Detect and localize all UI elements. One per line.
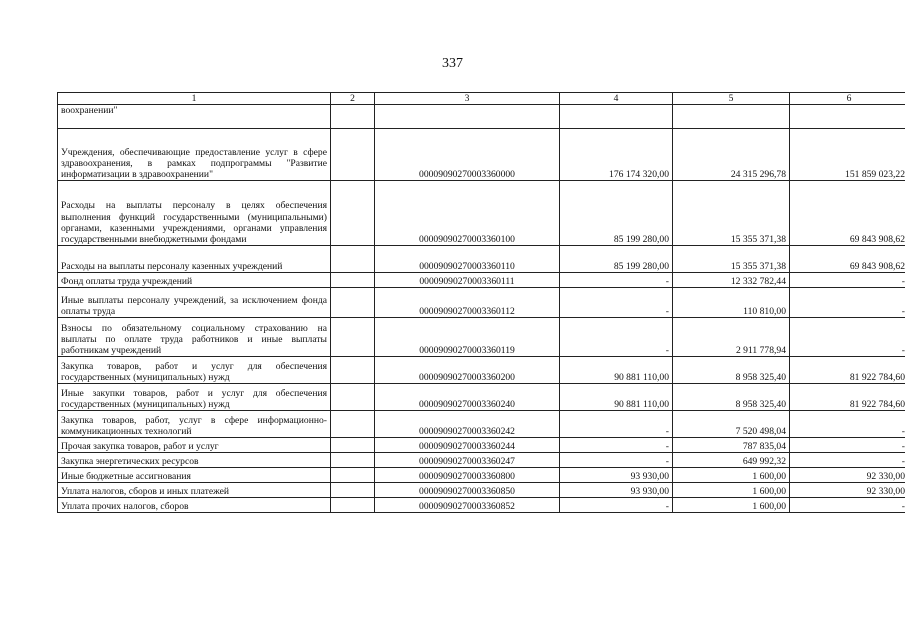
row-col2 bbox=[331, 483, 375, 498]
row-value-col4: 85 199 280,00 bbox=[560, 181, 673, 246]
row-value-col5: 110 810,00 bbox=[673, 288, 790, 318]
row-value-col6: - bbox=[790, 438, 905, 453]
row-value-col4: 90 881 110,00 bbox=[560, 357, 673, 384]
table-row bbox=[58, 468, 905, 483]
row-name: Уплата прочих налогов, сборов bbox=[58, 498, 331, 513]
row-value-col6 bbox=[790, 105, 905, 129]
table-row bbox=[58, 288, 905, 318]
table-row bbox=[58, 483, 905, 498]
row-name: Фонд оплаты труда учреждений bbox=[58, 273, 331, 288]
row-value-col5: 1 600,00 bbox=[673, 468, 790, 483]
row-value-col4: 93 930,00 bbox=[560, 468, 673, 483]
row-value-col6: - bbox=[790, 318, 905, 357]
row-code: 00009090270003360112 bbox=[375, 288, 560, 318]
row-code: 00009090270003360800 bbox=[375, 468, 560, 483]
table-row bbox=[58, 498, 905, 513]
row-value-col6: - bbox=[790, 498, 905, 513]
row-value-col5: 12 332 782,44 bbox=[673, 273, 790, 288]
row-code: 00009090270003360119 bbox=[375, 318, 560, 357]
row-col2 bbox=[331, 357, 375, 384]
row-col2 bbox=[331, 246, 375, 273]
row-value-col5: 649 992,32 bbox=[673, 453, 790, 468]
row-code: 00009090270003360240 bbox=[375, 384, 560, 411]
row-value-col5: 787 835,04 bbox=[673, 438, 790, 453]
row-name: Уплата налогов, сборов и иных платежей bbox=[58, 483, 331, 498]
row-name: воохранении" bbox=[58, 105, 331, 129]
column-number-row bbox=[58, 93, 905, 105]
row-name: Закупка товаров, работ и услуг для обеспечения государственных (муниципальных) нужд bbox=[58, 357, 331, 384]
row-name: Закупка товаров, работ, услуг в сфере информационно-коммуникационных технологий bbox=[58, 411, 331, 438]
row-name: Закупка энергетических ресурсов bbox=[58, 453, 331, 468]
row-value-col4: 93 930,00 bbox=[560, 483, 673, 498]
row-code: 00009090270003360852 bbox=[375, 498, 560, 513]
row-value-col5: 15 355 371,38 bbox=[673, 246, 790, 273]
row-code: 00009090270003360100 bbox=[375, 181, 560, 246]
row-code bbox=[375, 105, 560, 129]
table-row bbox=[58, 246, 905, 273]
row-col2 bbox=[331, 384, 375, 411]
row-value-col5: 24 315 296,78 bbox=[673, 129, 790, 181]
row-value-col6: 81 922 784,60 bbox=[790, 384, 905, 411]
table-row bbox=[58, 105, 905, 129]
column-number: 6 bbox=[790, 93, 905, 105]
row-col2 bbox=[331, 411, 375, 438]
table-row bbox=[58, 318, 905, 357]
row-name: Расходы на выплаты персоналу в целях обеспечения выполнения функций государственными (муниципальными) органами, казенными учреждениями, органами управления государственными внебюджетными фондами bbox=[58, 181, 331, 246]
row-value-col6: 92 330,00 bbox=[790, 483, 905, 498]
row-name: Расходы на выплаты персоналу казенных учреждений bbox=[58, 246, 331, 273]
row-value-col4: - bbox=[560, 498, 673, 513]
table-row bbox=[58, 273, 905, 288]
row-col2 bbox=[331, 181, 375, 246]
row-value-col4: 176 174 320,00 bbox=[560, 129, 673, 181]
budget-table bbox=[57, 92, 905, 513]
row-value-col6: 151 859 023,22 bbox=[790, 129, 905, 181]
table-row bbox=[58, 411, 905, 438]
row-code: 00009090270003360000 bbox=[375, 129, 560, 181]
row-col2 bbox=[331, 273, 375, 288]
row-value-col5: 2 911 778,94 bbox=[673, 318, 790, 357]
column-number: 1 bbox=[58, 93, 331, 105]
row-value-col6: - bbox=[790, 453, 905, 468]
row-value-col6: 69 843 908,62 bbox=[790, 246, 905, 273]
row-code: 00009090270003360247 bbox=[375, 453, 560, 468]
row-col2 bbox=[331, 438, 375, 453]
column-number: 5 bbox=[673, 93, 790, 105]
row-value-col5: 15 355 371,38 bbox=[673, 181, 790, 246]
column-number: 4 bbox=[560, 93, 673, 105]
column-number: 2 bbox=[331, 93, 375, 105]
table-row bbox=[58, 453, 905, 468]
row-code: 00009090270003360850 bbox=[375, 483, 560, 498]
row-col2 bbox=[331, 288, 375, 318]
table-row bbox=[58, 384, 905, 411]
row-value-col6: 81 922 784,60 bbox=[790, 357, 905, 384]
table-row bbox=[58, 438, 905, 453]
row-value-col4: 90 881 110,00 bbox=[560, 384, 673, 411]
table-row bbox=[58, 357, 905, 384]
row-col2 bbox=[331, 468, 375, 483]
row-col2 bbox=[331, 318, 375, 357]
row-code: 00009090270003360242 bbox=[375, 411, 560, 438]
row-value-col4 bbox=[560, 105, 673, 129]
row-code: 00009090270003360200 bbox=[375, 357, 560, 384]
row-value-col4: - bbox=[560, 411, 673, 438]
row-col2 bbox=[331, 498, 375, 513]
row-col2 bbox=[331, 105, 375, 129]
row-value-col5: 1 600,00 bbox=[673, 498, 790, 513]
row-value-col6: - bbox=[790, 411, 905, 438]
row-value-col5: 8 958 325,40 bbox=[673, 357, 790, 384]
row-value-col6: - bbox=[790, 273, 905, 288]
row-value-col6: 69 843 908,62 bbox=[790, 181, 905, 246]
row-value-col4: - bbox=[560, 438, 673, 453]
row-name: Иные бюджетные ассигнования bbox=[58, 468, 331, 483]
row-value-col5: 1 600,00 bbox=[673, 483, 790, 498]
table-row bbox=[58, 181, 905, 246]
row-name: Прочая закупка товаров, работ и услуг bbox=[58, 438, 331, 453]
row-value-col4: - bbox=[560, 453, 673, 468]
row-name: Иные выплаты персоналу учреждений, за исключением фонда оплаты труда bbox=[58, 288, 331, 318]
column-number: 3 bbox=[375, 93, 560, 105]
row-name: Иные закупки товаров, работ и услуг для обеспечения государственных (муниципальных) нужд bbox=[58, 384, 331, 411]
table-row bbox=[58, 129, 905, 181]
row-col2 bbox=[331, 129, 375, 181]
row-value-col4: - bbox=[560, 273, 673, 288]
row-value-col4: - bbox=[560, 288, 673, 318]
row-value-col5: 8 958 325,40 bbox=[673, 384, 790, 411]
row-code: 00009090270003360111 bbox=[375, 273, 560, 288]
row-code: 00009090270003360244 bbox=[375, 438, 560, 453]
row-value-col5 bbox=[673, 105, 790, 129]
page-number: 337 bbox=[442, 56, 463, 71]
row-col2 bbox=[331, 453, 375, 468]
row-name: Учреждения, обеспечивающие предоставление услуг в сфере здравоохранения, в рамках подпрограммы "Развитие информатизации в здравоохранении" bbox=[58, 129, 331, 181]
row-value-col4: 85 199 280,00 bbox=[560, 246, 673, 273]
row-value-col5: 7 520 498,04 bbox=[673, 411, 790, 438]
row-value-col6: - bbox=[790, 288, 905, 318]
row-value-col4: - bbox=[560, 318, 673, 357]
row-name: Взносы по обязательному социальному страхованию на выплаты по оплате труда работников и иные выплаты работникам учреждений bbox=[58, 318, 331, 357]
row-code: 00009090270003360110 bbox=[375, 246, 560, 273]
row-value-col6: 92 330,00 bbox=[790, 468, 905, 483]
